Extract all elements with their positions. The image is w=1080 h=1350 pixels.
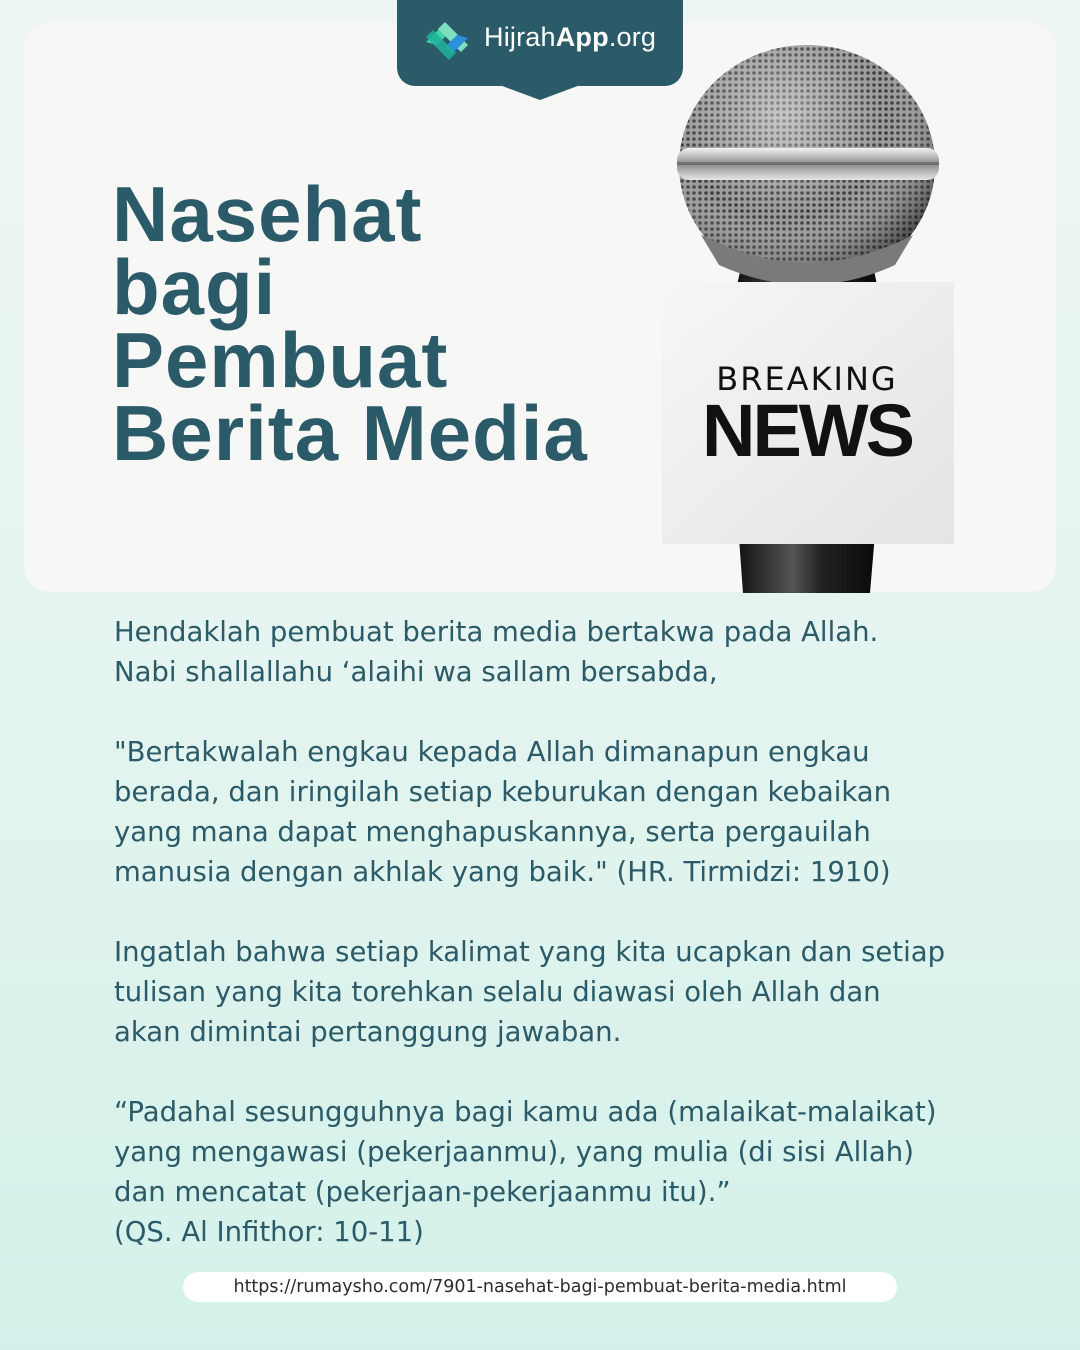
title-line: Pembuat [112, 316, 449, 404]
quran-quote [114, 1092, 1014, 1252]
hijrahapp-logo-icon [418, 12, 476, 70]
source-url-link[interactable]: https://rumaysho.com/7901-nasehat-bagi-pembuat-berita-media.html [183, 1272, 897, 1302]
brand-bold: App [555, 22, 609, 52]
microphone-illustration [655, 40, 960, 593]
paragraph [114, 932, 1014, 1052]
logo-tab-notch [497, 84, 583, 100]
paragraph-line: "Bertakwalah engkau kepada Allah dimanapun engkau [114, 736, 870, 768]
paragraph-line: dan mencatat (pekerjaan-pekerjaanmu itu).” [114, 1176, 731, 1208]
title-line: Nasehat [112, 170, 423, 258]
breaking-label: BREAKING [716, 360, 898, 398]
paragraph-line: Ingatlah bahwa setiap kalimat yang kita ucapkan dan setiap [114, 936, 946, 968]
paragraph-line: akan dimintai pertanggung jawaban. [114, 1016, 622, 1048]
paragraph-line: “Padahal sesungguhnya bagi kamu ada (malaikat-malaikat) [114, 1096, 937, 1128]
paragraph-line: tulisan yang kita torehkan selalu diawasi oleh Allah dan [114, 976, 881, 1008]
paragraph [114, 612, 1014, 692]
hadith-quote [114, 732, 1014, 892]
paragraph-line: Nabi shallallahu ‘alaihi wa sallam bersabda, [114, 656, 718, 688]
brand-name[interactable] [484, 22, 656, 53]
paragraph-line: yang mana dapat menghapuskannya, serta pergauilah [114, 816, 871, 848]
page-title [112, 170, 632, 477]
paragraph-line: yang mengawasi (pekerjaanmu), yang mulia (di sisi Allah) [114, 1136, 914, 1168]
title-line: Berita Media [112, 389, 588, 477]
paragraph-line: (QS. Al Infithor: 10-11) [114, 1216, 424, 1248]
title-line: bagi [112, 243, 277, 331]
paragraph-line: manusia dengan akhlak yang baik." (HR. Tirmidzi: 1910) [114, 856, 891, 888]
brand-prefix: Hijrah [484, 22, 556, 52]
brand-suffix: .org [608, 22, 657, 52]
paragraph-line: berada, dan iringilah setiap keburukan dengan kebaikan [114, 776, 892, 808]
news-label: NEWS [702, 389, 912, 472]
paragraph-line: Hendaklah pembuat berita media bertakwa pada Allah. [114, 616, 879, 648]
article-body [114, 612, 1014, 1252]
